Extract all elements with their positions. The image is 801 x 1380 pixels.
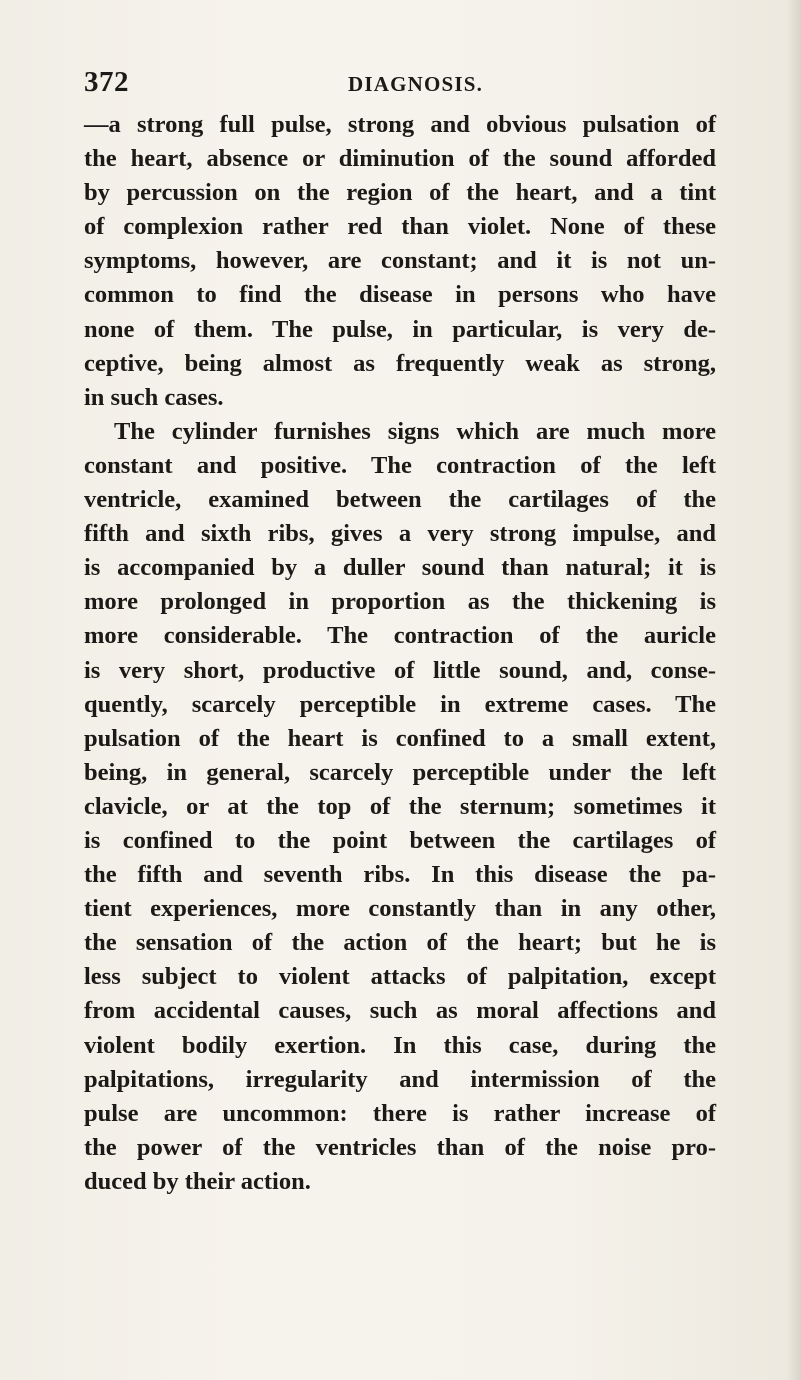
text-line: the power of the ventricles than of the noise pro- xyxy=(84,1133,716,1161)
text-line: less subject to violent attacks of palpitation, except xyxy=(84,963,716,991)
running-head: DIAGNOSIS. xyxy=(348,72,484,96)
text-line: ceptive, being almost as frequently weak as strong, xyxy=(84,349,716,377)
text-line: violent bodily exertion. In this case, during the xyxy=(84,1031,716,1059)
page-edge-shadow xyxy=(787,0,801,1380)
body-text xyxy=(84,108,716,1199)
text-line: from accidental causes, such as moral affections and xyxy=(84,997,716,1025)
text-line: is accompanied by a duller sound than natural; it is xyxy=(84,554,716,582)
text-line: fifth and sixth ribs, gives a very strong impulse, and xyxy=(84,520,716,548)
text-line: more prolonged in proportion as the thickening is xyxy=(84,588,716,616)
page-header xyxy=(0,66,801,106)
page-number: 372 xyxy=(84,66,129,98)
text-line: being, in general, scarcely perceptible under the left xyxy=(84,758,716,786)
text-line: clavicle, or at the top of the sternum; sometimes it xyxy=(84,792,716,820)
text-line: none of them. The pulse, in particular, is very de- xyxy=(84,315,716,343)
text-line: palpitations, irregularity and intermission of the xyxy=(84,1065,716,1093)
text-line: the heart, absence or diminution of the sound afforded xyxy=(84,145,716,173)
text-line: pulse are uncommon: there is rather increase of xyxy=(84,1099,716,1127)
text-line: the fifth and seventh ribs. In this disease the pa- xyxy=(84,861,716,889)
text-line: the sensation of the action of the heart; but he is xyxy=(84,929,716,957)
text-line: ventricle, examined between the cartilages of the xyxy=(84,486,716,514)
text-line: duced by their action. xyxy=(84,1167,311,1195)
text-line: quently, scarcely perceptible in extreme cases. The xyxy=(84,690,716,718)
text-line: is very short, productive of little sound, and, conse- xyxy=(84,656,716,684)
text-line: symptoms, however, are constant; and it is not un- xyxy=(84,247,716,275)
text-line: common to find the disease in persons who have xyxy=(84,281,716,309)
text-line: pulsation of the heart is confined to a small extent, xyxy=(84,724,716,752)
text-line: —a strong full pulse, strong and obvious pulsation of xyxy=(84,111,716,138)
text-line: The cylinder furnishes signs which are much more xyxy=(114,417,716,445)
text-line: by percussion on the region of the heart, and a tint xyxy=(84,179,716,207)
text-line: of complexion rather red than violet. None of these xyxy=(84,213,716,241)
text-line: more considerable. The contraction of the auricle xyxy=(84,622,716,650)
text-line: is confined to the point between the cartilages of xyxy=(84,826,716,854)
text-line: in such cases. xyxy=(84,383,224,411)
text-line: tient experiences, more constantly than in any other, xyxy=(84,895,716,923)
text-line: constant and positive. The contraction of the left xyxy=(84,451,716,479)
